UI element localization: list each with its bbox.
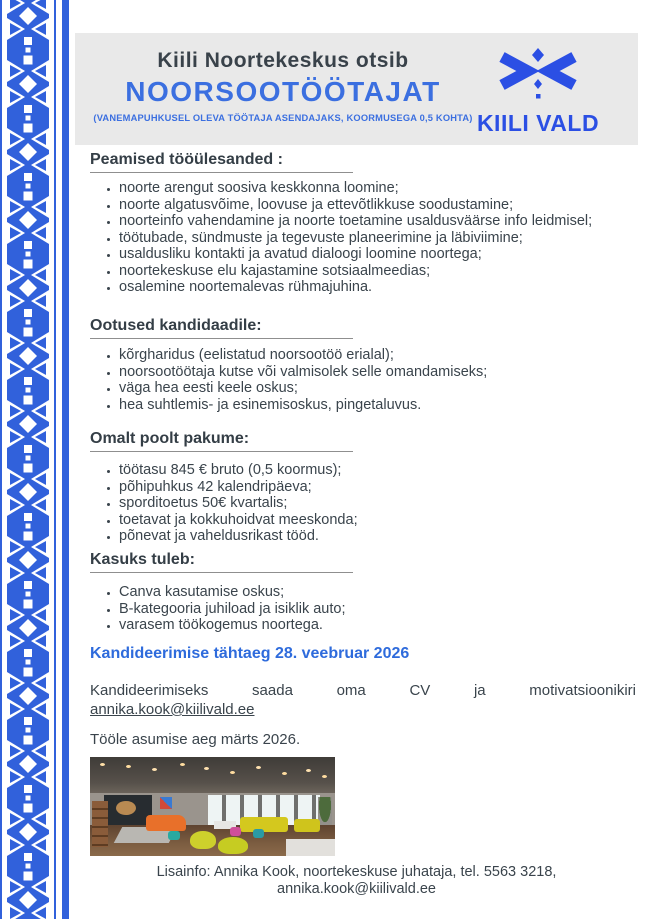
- photo-shelf: [92, 801, 108, 847]
- list-item: • osalemine noortemalevas rühmajuhina.: [119, 279, 650, 296]
- photo-map: [116, 801, 136, 815]
- list-item: • B-kategooria juhiload ja isiklik auto;: [119, 601, 650, 618]
- photo-plant: [318, 797, 332, 825]
- list-item: • töötubade, sündmuste ja tegevuste planeerimine ja läbiviimine;: [119, 230, 650, 247]
- advantage-list: [90, 584, 650, 634]
- job-title: NOORSOOTÖÖTAJAT: [125, 76, 441, 107]
- page-title: Kiili Noortekeskus otsib: [157, 49, 409, 72]
- list-item: • noortekeskuse elu kajastamine sotsiaalmeedias;: [119, 263, 650, 280]
- list-item: • põnevat ja vaheldusrikast tööd.: [119, 528, 650, 545]
- list-item: • usaldusliku kontakti ja avatud dialoogi loomine noortega;: [119, 246, 650, 263]
- youth-center-photo: [90, 757, 335, 856]
- list-item: • noorte arengut soosiva keskkonna loomine;: [119, 180, 650, 197]
- offer-list: [90, 462, 650, 545]
- photo-ceiling: [90, 757, 335, 793]
- municipality-logo: [452, 47, 624, 137]
- footer-line2: annika.kook@kiilivald.ee: [277, 881, 436, 897]
- logo-text: KIILI VALD: [476, 110, 600, 136]
- list-item: • noorte algatusvõime, loovuse ja ettevõtlikkuse soodustamine;: [119, 197, 650, 214]
- section-heading-tasks: Peamised tööülesanded :: [90, 151, 353, 173]
- folk-pattern-icon: [0, 0, 69, 919]
- list-item: • põhipuhkus 42 kalendripäeva;: [119, 479, 650, 496]
- job-subtitle: (VANEMAPUHKUSEL OLEVA TÖÖTAJA ASENDAJAKS, KOORMUSEGA 0,5 KOHTA): [93, 113, 473, 123]
- section-heading-expectations: Ootused kandidaadile:: [90, 317, 353, 339]
- email-link[interactable]: annika.kook@kiilivald.ee: [90, 701, 255, 718]
- application-text: Kandideerimiseks saada oma CV ja motivatsioonikiri: [90, 682, 636, 699]
- list-item: • toetavat ja kokkuhoidvat meeskonda;: [119, 512, 650, 529]
- list-item: • Canva kasutamise oskus;: [119, 584, 650, 601]
- photo-yellow-sofa-2: [294, 819, 320, 832]
- photo-lamps: [100, 763, 105, 766]
- photo-desk: [286, 839, 335, 856]
- list-item: • kõrgharidus (eelistatud noorsootöö erialal);: [119, 347, 650, 364]
- list-item: • töötasu 845 € bruto (0,5 koormus);: [119, 462, 650, 479]
- photo-yellow-sofa: [240, 817, 288, 832]
- dragonfly-icon: [488, 47, 588, 103]
- start-date: Tööle asumise aeg märts 2026.: [90, 731, 301, 748]
- list-item: • väga hea eesti keele oskus;: [119, 380, 650, 397]
- header-box: [75, 33, 638, 145]
- application-instructions: [90, 681, 636, 719]
- application-deadline: Kandideerimise tähtaeg 28. veebruar 2026: [90, 645, 410, 662]
- photo-beanbag: [190, 831, 216, 849]
- expectations-list: [90, 347, 650, 413]
- photo-orange-sofa: [146, 815, 186, 831]
- tasks-list: [90, 180, 650, 296]
- photo-pink-pouf: [230, 827, 241, 836]
- photo-teal-pouf: [168, 831, 180, 840]
- list-item: • varasem töökogemus noortega.: [119, 617, 650, 634]
- section-heading-offer: Omalt poolt pakume:: [90, 430, 353, 452]
- section-heading-advantage: Kasuks tuleb:: [90, 551, 353, 573]
- title-block: [93, 49, 473, 123]
- photo-artwork: [160, 797, 172, 809]
- footer-line1: Lisainfo: Annika Kook, noortekeskuse juhataja, tel. 5563 3218,: [156, 864, 557, 880]
- list-item: • hea suhtlemis- ja esinemisoskus, pingetaluvus.: [119, 397, 650, 414]
- list-item: • noorteinfo vahendamine ja noorte toetamine usaldusväärse info leidmisel;: [119, 213, 650, 230]
- list-item: • sporditoetus 50€ kvartalis;: [119, 495, 650, 512]
- photo-beanbag-2: [218, 837, 248, 854]
- footer-contact: [75, 864, 638, 898]
- list-item: • noorsootöötaja kutse või valmisolek selle omandamiseks;: [119, 364, 650, 381]
- photo-teal-pouf-2: [253, 829, 264, 838]
- folk-pattern-border: [0, 0, 69, 919]
